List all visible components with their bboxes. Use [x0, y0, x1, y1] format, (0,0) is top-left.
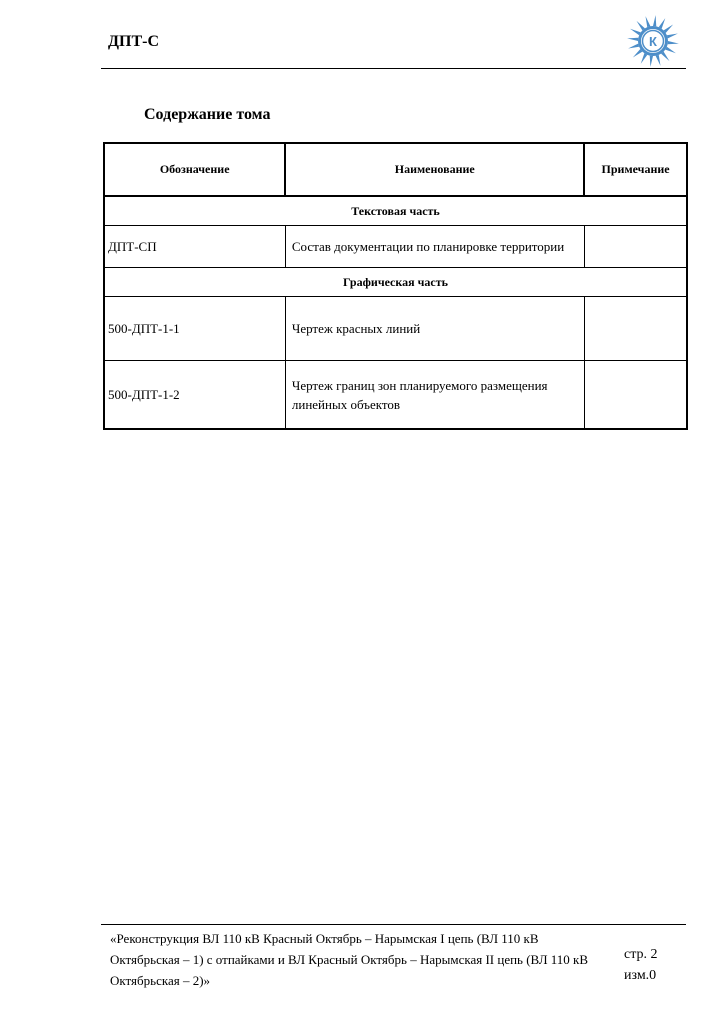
footer-divider [101, 924, 686, 925]
contents-table [103, 142, 688, 430]
logo-ray [641, 53, 648, 64]
row-designation: 500-ДПТ-1-1 [104, 297, 285, 361]
logo-ray [627, 38, 638, 41]
company-logo [626, 14, 680, 68]
logo-ray [650, 56, 653, 67]
revision-number: изм.0 [624, 968, 657, 983]
project-title: «Реконструкция ВЛ 110 кВ Красный Октябрь – Нарымская I цепь (ВЛ 110 кВ Октябрьская – 1) с отпайками и ВЛ Красный Октябрь – Нарымская II цепь (ВЛ 110 кВ Октябрьская – 2)» [110, 931, 589, 988]
svg-text:К: К [649, 34, 657, 49]
row-name: Состав документации по планировке территории [285, 226, 584, 268]
logo-ray [645, 16, 650, 27]
logo-ray [633, 49, 643, 57]
column-header-name: Наименование [285, 143, 584, 196]
row-name: Чертеж границ зон планируемого размещения линейных объектов [285, 361, 584, 430]
table-row [104, 361, 687, 430]
row-designation: ДПТ-СП [104, 226, 285, 268]
page-number: стр. 2 [624, 947, 658, 962]
logo-ray [653, 15, 656, 26]
row-note [584, 361, 687, 430]
logo-ray [661, 52, 669, 62]
header-divider [101, 68, 686, 69]
logo-ray [637, 21, 645, 31]
logo-ray [630, 29, 641, 36]
logo-ray [656, 55, 661, 66]
logo-ray [628, 44, 639, 49]
logo-ray [667, 33, 678, 38]
table-row [104, 226, 687, 268]
logo-ray [659, 18, 666, 29]
column-header-note: Примечание [584, 143, 687, 196]
document-code: ДПТ-С [108, 33, 160, 50]
logo-ray [668, 41, 679, 44]
logo-ray [664, 25, 674, 33]
row-designation: 500-ДПТ-1-2 [104, 361, 285, 430]
group-header-text-part: Текстовая часть [104, 196, 687, 226]
row-note [584, 226, 687, 268]
row-name: Чертеж красных линий [285, 297, 584, 361]
table-row [104, 297, 687, 361]
group-header-graphic-part: Графическая часть [104, 268, 687, 297]
logo-ray [665, 47, 676, 54]
section-title: Содержание тома [144, 106, 271, 123]
column-header-designation: Обозначение [104, 143, 285, 196]
row-note [584, 297, 687, 361]
